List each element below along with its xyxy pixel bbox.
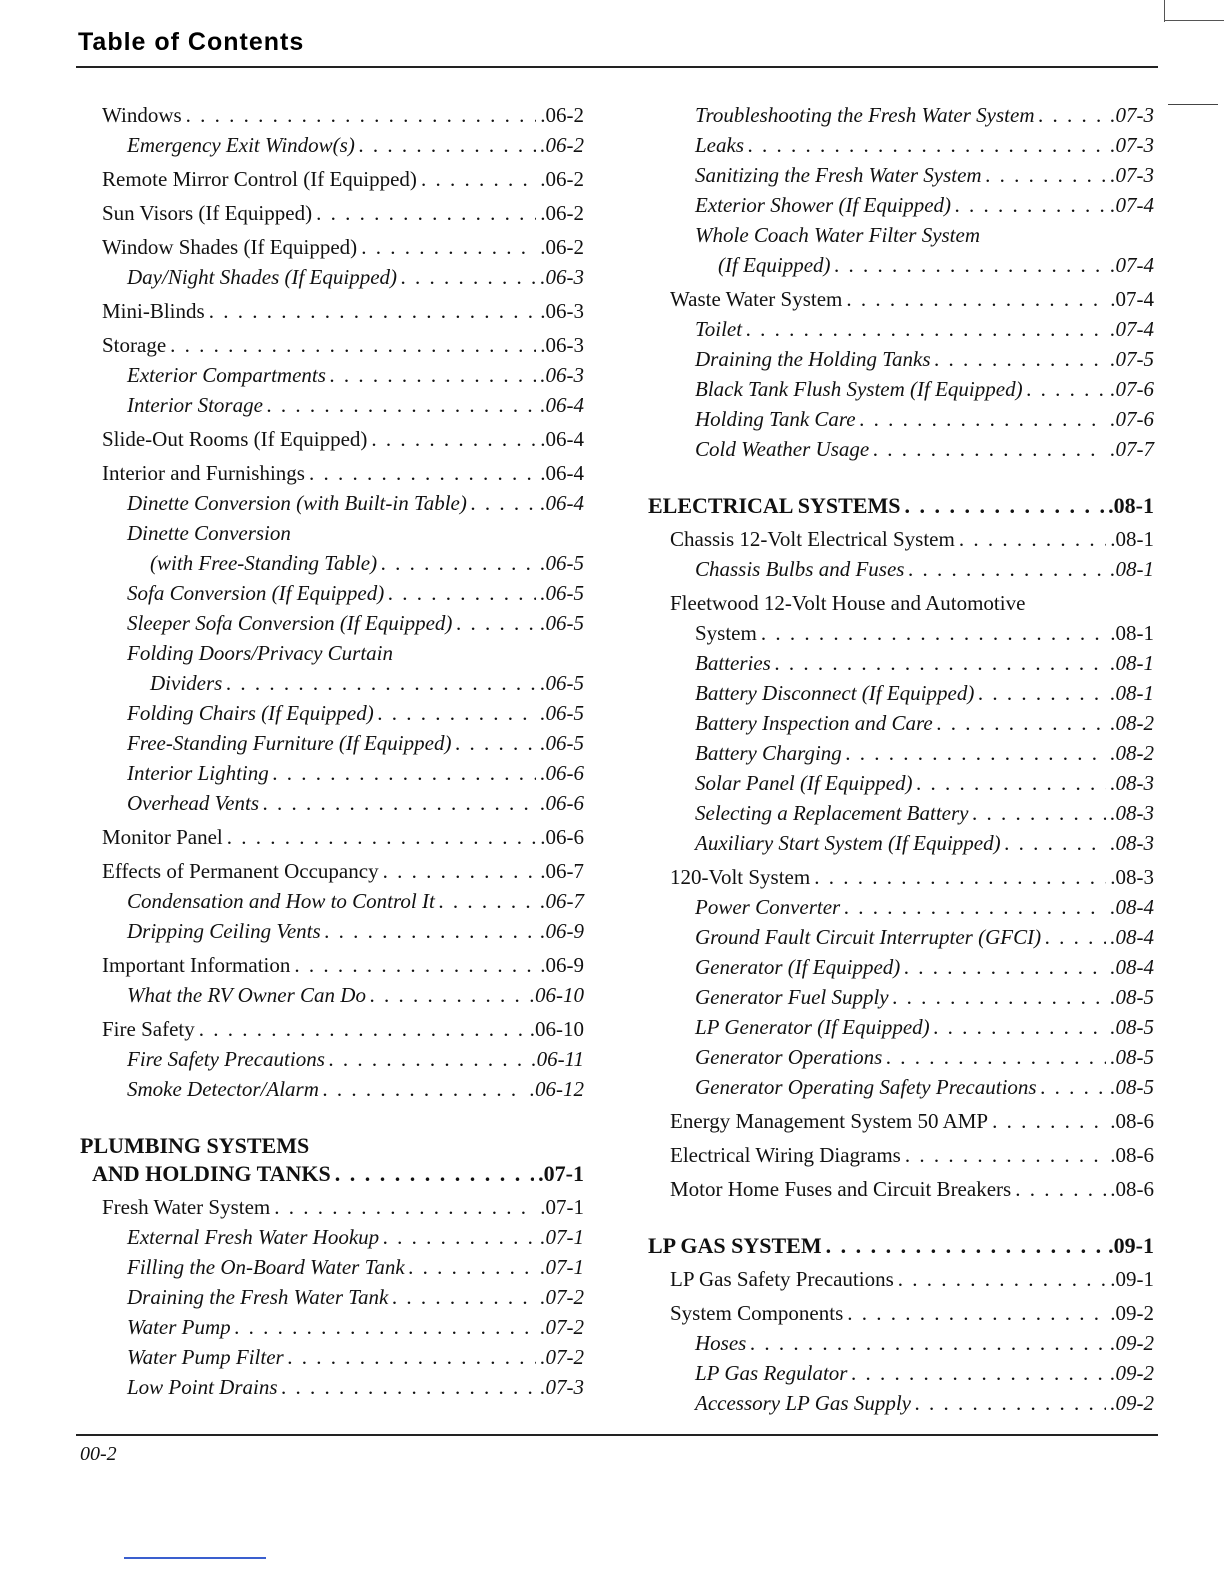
toc-section-electrical: [648, 492, 1154, 520]
section-entry[interactable]: AND HOLDING TANKS . . . .07-1: [80, 1160, 584, 1188]
toc-entry[interactable]: Accessory LP Gas Supply . . . .09-2: [648, 1388, 1154, 1418]
toc-entry[interactable]: Smoke Detector/Alarm . . . .06-12: [80, 1074, 584, 1104]
toc-left-column: [80, 100, 584, 1402]
toc-entry[interactable]: Black Tank Flush System (If Equipped) . . . .07-6: [648, 374, 1154, 404]
toc-entry[interactable]: LP Generator (If Equipped) . . . .08-5: [648, 1012, 1154, 1042]
toc-entry[interactable]: Exterior Compartments . . . .06-3: [80, 360, 584, 390]
toc-entry[interactable]: Generator (If Equipped) . . . .08-4: [648, 952, 1154, 982]
section-entry[interactable]: LP GAS SYSTEM . . . .09-1: [648, 1232, 1154, 1260]
toc-entry[interactable]: System Components . . . .09-2: [648, 1298, 1154, 1328]
toc-entry[interactable]: Interior and Furnishings . . . .06-4: [80, 458, 584, 488]
toc-entry[interactable]: LP Gas Regulator . . . .09-2: [648, 1358, 1154, 1388]
toc-entry[interactable]: Chassis 12-Volt Electrical System . . . .08-1: [648, 524, 1154, 554]
toc-entry[interactable]: Mini-Blinds . . . .06-3: [80, 296, 584, 326]
toc-entry[interactable]: Leaks . . . .07-3: [648, 130, 1154, 160]
toc-entry[interactable]: Effects of Permanent Occupancy . . . .06-7: [80, 856, 584, 886]
toc-entry[interactable]: Auxiliary Start System (If Equipped) . . . .08-3: [648, 828, 1154, 858]
page-title: Table of Contents: [78, 28, 305, 56]
toc-entry[interactable]: Sanitizing the Fresh Water System . . . .07-3: [648, 160, 1154, 190]
header-rule: [76, 66, 1158, 68]
toc-entry[interactable]: Sun Visors (If Equipped) . . . .06-2: [80, 198, 584, 228]
toc-entry[interactable]: Toilet . . . .07-4: [648, 314, 1154, 344]
page-number: 00-2: [80, 1443, 117, 1465]
toc-entry[interactable]: Troubleshooting the Fresh Water System . . . .07-3: [648, 100, 1154, 130]
toc-entry[interactable]: Power Converter . . . .08-4: [648, 892, 1154, 922]
toc-entry[interactable]: Sleeper Sofa Conversion (If Equipped) . . . .06-5: [80, 608, 584, 638]
section-title: PLUMBING SYSTEMS: [80, 1133, 310, 1158]
toc-entry[interactable]: Windows . . . .06-2: [80, 100, 584, 130]
toc-entry[interactable]: Remote Mirror Control (If Equipped) . . . .06-2: [80, 164, 584, 194]
toc-entry[interactable]: Free-Standing Furniture (If Equipped) . . . .06-5: [80, 728, 584, 758]
toc-entry[interactable]: Selecting a Replacement Battery . . . .08-3: [648, 798, 1154, 828]
toc-entry[interactable]: Interior Lighting . . . .06-6: [80, 758, 584, 788]
toc-entry[interactable]: Generator Fuel Supply . . . .08-5: [648, 982, 1154, 1012]
toc-entry[interactable]: Solar Panel (If Equipped) . . . .08-3: [648, 768, 1154, 798]
toc-entry[interactable]: Fresh Water System . . . .07-1: [80, 1192, 584, 1222]
toc-entry[interactable]: Water Pump . . . .07-2: [80, 1312, 584, 1342]
corner-mark: [1164, 0, 1165, 22]
toc-entry[interactable]: 120-Volt System . . . .08-3: [648, 862, 1154, 892]
toc-entry[interactable]: Storage . . . .06-3: [80, 330, 584, 360]
toc-entry[interactable]: Fire Safety Precautions . . . .06-11: [80, 1044, 584, 1074]
toc-entry[interactable]: Folding Chairs (If Equipped) . . . .06-5: [80, 698, 584, 728]
toc-entry[interactable]: Dividers . . . .06-5: [80, 668, 584, 698]
toc-entry[interactable]: System . . . .08-1: [648, 618, 1154, 648]
scan-mark: [124, 1557, 266, 1559]
toc-entry[interactable]: External Fresh Water Hookup . . . .07-1: [80, 1222, 584, 1252]
toc-entry[interactable]: Overhead Vents . . . .06-6: [80, 788, 584, 818]
toc-entry[interactable]: Day/Night Shades (If Equipped) . . . .06-3: [80, 262, 584, 292]
toc-section-lp-gas: [648, 1232, 1154, 1260]
toc-entry[interactable]: Water Pump Filter . . . .07-2: [80, 1342, 584, 1372]
toc-entry[interactable]: LP Gas Safety Precautions . . . .09-1: [648, 1264, 1154, 1294]
toc-entry[interactable]: Chassis Bulbs and Fuses . . . .08-1: [648, 554, 1154, 584]
toc-entry[interactable]: Emergency Exit Window(s) . . . .06-2: [80, 130, 584, 160]
toc-entry[interactable]: Dinette Conversion (with Built-in Table) . . . .06-4: [80, 488, 584, 518]
corner-mark: [1164, 20, 1224, 21]
toc-entry[interactable]: Battery Charging . . . .08-2: [648, 738, 1154, 768]
toc-entry[interactable]: Cold Weather Usage . . . .07-7: [648, 434, 1154, 464]
toc-entry[interactable]: Battery Inspection and Care . . . .08-2: [648, 708, 1154, 738]
toc-entry[interactable]: Interior Storage . . . .06-4: [80, 390, 584, 420]
toc-section-plumbing: [80, 1132, 584, 1188]
toc-entry[interactable]: What the RV Owner Can Do . . . .06-10: [80, 980, 584, 1010]
toc-entry[interactable]: Holding Tank Care . . . .07-6: [648, 404, 1154, 434]
toc-entry[interactable]: Energy Management System 50 AMP . . . .08-6: [648, 1106, 1154, 1136]
toc-entry[interactable]: Important Information . . . .06-9: [80, 950, 584, 980]
toc-entry-line: Whole Coach Water Filter System: [695, 223, 981, 247]
toc-entry[interactable]: Dripping Ceiling Vents . . . .06-9: [80, 916, 584, 946]
toc-entry[interactable]: Draining the Fresh Water Tank . . . .07-2: [80, 1282, 584, 1312]
margin-mark: [1168, 104, 1218, 105]
toc-entry-line: Folding Doors/Privacy Curtain: [127, 641, 393, 665]
toc-entry[interactable]: Low Point Drains . . . .07-3: [80, 1372, 584, 1402]
toc-entry[interactable]: Electrical Wiring Diagrams . . . .08-6: [648, 1140, 1154, 1170]
toc-entry[interactable]: (If Equipped) . . . .07-4: [648, 250, 1154, 280]
toc-entry[interactable]: Monitor Panel . . . .06-6: [80, 822, 584, 852]
toc-entry[interactable]: Fire Safety . . . .06-10: [80, 1014, 584, 1044]
toc-entry[interactable]: (with Free-Standing Table) . . . .06-5: [80, 548, 584, 578]
toc-entry[interactable]: Waste Water System . . . .07-4: [648, 284, 1154, 314]
toc-entry[interactable]: Draining the Holding Tanks . . . .07-5: [648, 344, 1154, 374]
toc-entry[interactable]: Battery Disconnect (If Equipped) . . . .08-1: [648, 678, 1154, 708]
toc-entry[interactable]: Generator Operations . . . .08-5: [648, 1042, 1154, 1072]
toc-entry[interactable]: Hoses . . . .09-2: [648, 1328, 1154, 1358]
toc-entry[interactable]: Exterior Shower (If Equipped) . . . .07-4: [648, 190, 1154, 220]
toc-entry[interactable]: Condensation and How to Control It . . . .06-7: [80, 886, 584, 916]
toc-entry[interactable]: Generator Operating Safety Precautions . . . .08-5: [648, 1072, 1154, 1102]
toc-right-column: [648, 100, 1154, 1418]
toc-entry[interactable]: Batteries . . . .08-1: [648, 648, 1154, 678]
toc-entry-line: Dinette Conversion: [127, 521, 291, 545]
footer-rule: [76, 1434, 1158, 1436]
toc-entry[interactable]: Ground Fault Circuit Interrupter (GFCI) . . . .08-4: [648, 922, 1154, 952]
toc-entry[interactable]: Sofa Conversion (If Equipped) . . . .06-5: [80, 578, 584, 608]
toc-entry[interactable]: Window Shades (If Equipped) . . . .06-2: [80, 232, 584, 262]
toc-entry-line: Fleetwood 12-Volt House and Automotive: [670, 591, 1026, 615]
toc-entry[interactable]: Slide-Out Rooms (If Equipped) . . . .06-4: [80, 424, 584, 454]
toc-entry[interactable]: Filling the On-Board Water Tank . . . .07-1: [80, 1252, 584, 1282]
toc-entry[interactable]: Motor Home Fuses and Circuit Breakers . . . .08-6: [648, 1174, 1154, 1204]
section-entry[interactable]: ELECTRICAL SYSTEMS . . . .08-1: [648, 492, 1154, 520]
